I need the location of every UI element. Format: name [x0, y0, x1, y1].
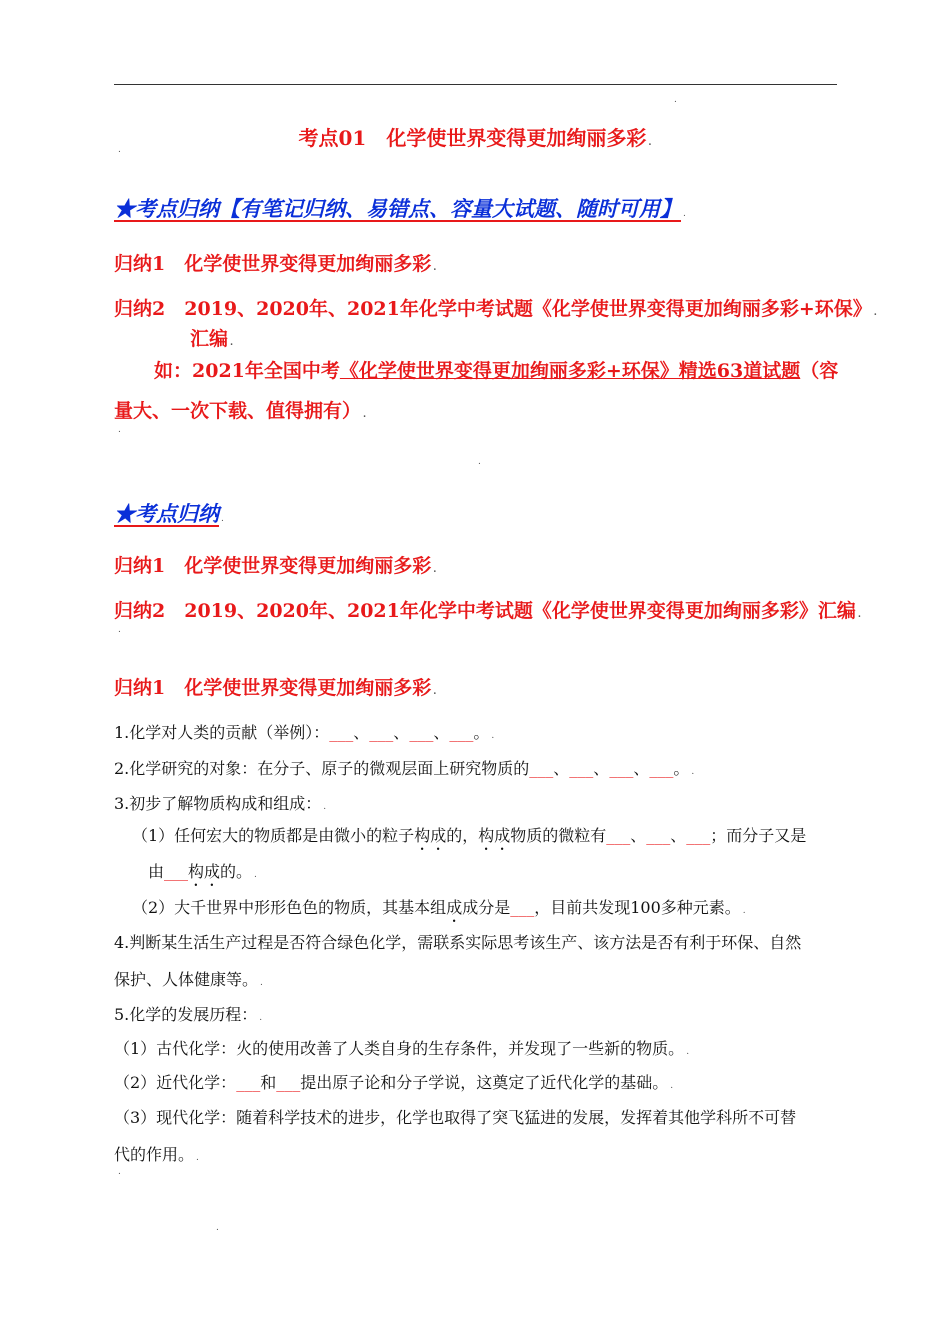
- section-heading-text: ★考点归纳【有笔记归纳、易错点、容量大试题、随时可用】: [114, 196, 681, 221]
- summary-item-2-cont: 汇编 .: [190, 328, 234, 350]
- question-5-part-3: （3）现代化学：随着科学技术的进步，化学也取得了突飞猛进的发展，发挥着其他学科所不可替: [114, 1108, 797, 1127]
- paragraph-mark: .: [216, 1223, 219, 1233]
- question-4-cont: 保护、人体健康等。 .: [114, 970, 263, 989]
- question-5-part-1: （1）古代化学：火的使用改善了人类自身的生存条件，并发现了一些新的物质。 .: [114, 1039, 690, 1058]
- fill-blank[interactable]: ___: [409, 723, 434, 742]
- question-4: 4.判断某生活生产过程是否符合绿色化学，需联系实际思考该生产、该方法是否有利于环保、自然: [114, 933, 802, 952]
- fill-blank[interactable]: ___: [569, 759, 594, 778]
- paragraph-mark: .: [118, 1167, 121, 1177]
- question-3-part-2: （2）大千世界中形形色色的物质，其基本组成成分是___，目前共发现100多种元素。 .: [132, 898, 746, 917]
- paragraph-mark: .: [674, 95, 677, 105]
- question-3-part-1: （1）任何宏大的物质都是由微小的粒子构成的，构成物质的微粒有___、___、___；而分子又是: [132, 826, 807, 845]
- fill-blank[interactable]: ___: [510, 898, 535, 917]
- page-title-text: 考点01 化学使世界变得更加绚丽多彩: [298, 126, 647, 150]
- recommendation-link[interactable]: 《化学使世界变得更加绚丽多彩+环保》精选63道试题: [339, 360, 801, 382]
- section-heading-text: ★考点归纳: [114, 501, 219, 526]
- paragraph-mark: .: [118, 145, 121, 155]
- question-5: 5.化学的发展历程： .: [114, 1005, 263, 1024]
- fill-blank[interactable]: ___: [236, 1073, 261, 1092]
- fill-blank[interactable]: ___: [329, 723, 354, 742]
- header-rule: [114, 84, 837, 85]
- question-5-part-2: （2）近代化学：___和___提出原子论和分子学说，这奠定了近代化学的基础。 .: [114, 1073, 674, 1092]
- summary-item-2: 归纳2 2019、2020年、2021年化学中考试题《化学使世界变得更加绚丽多彩+环保》 .: [114, 298, 877, 320]
- fill-blank[interactable]: ___: [649, 759, 674, 778]
- paragraph-mark: .: [478, 457, 481, 467]
- summary-item-2: 归纳2 2019、2020年、2021年化学中考试题《化学使世界变得更加绚丽多彩》汇编 .: [114, 600, 862, 622]
- fill-blank[interactable]: ___: [529, 759, 554, 778]
- section-heading-notes: ★考点归纳【有笔记归纳、易错点、容量大试题、随时可用】 .: [114, 196, 686, 221]
- question-3: 3.初步了解物质构成和组成： .: [114, 794, 327, 813]
- question-5-part-3-cont: 代的作用。 .: [114, 1145, 199, 1164]
- paragraph-mark: .: [118, 625, 121, 635]
- fill-blank[interactable]: ___: [646, 826, 671, 845]
- summary-item-1: 归纳1 化学使世界变得更加绚丽多彩 .: [114, 555, 437, 577]
- fill-blank[interactable]: ___: [449, 723, 474, 742]
- question-3-part-1-cont: 由___构成的。 .: [148, 862, 257, 881]
- recommendation-note: 如：2021年全国中考《化学使世界变得更加绚丽多彩+环保》精选63道试题（容: [154, 360, 839, 382]
- question-1: 1.化学对人类的贡献（举例）：___、___、___、___。 .: [114, 723, 495, 742]
- fill-blank[interactable]: ___: [369, 723, 394, 742]
- fill-blank[interactable]: ___: [609, 759, 634, 778]
- recommendation-note-cont: 量大、一次下载、值得拥有） .: [114, 400, 367, 422]
- fill-blank[interactable]: ___: [606, 826, 631, 845]
- page-title: 考点01 化学使世界变得更加绚丽多彩 .: [298, 126, 652, 150]
- section-heading-summary: ★考点归纳 .: [114, 501, 224, 526]
- question-2: 2.化学研究的对象：在分子、原子的微观层面上研究物质的___、___、___、___。 .: [114, 759, 695, 778]
- summary-item-1: 归纳1 化学使世界变得更加绚丽多彩 .: [114, 253, 437, 275]
- fill-blank[interactable]: ___: [686, 826, 711, 845]
- paragraph-mark: .: [118, 425, 121, 435]
- fill-blank[interactable]: ___: [276, 1073, 301, 1092]
- content-heading: 归纳1 化学使世界变得更加绚丽多彩 .: [114, 677, 437, 699]
- fill-blank[interactable]: ___: [164, 862, 189, 881]
